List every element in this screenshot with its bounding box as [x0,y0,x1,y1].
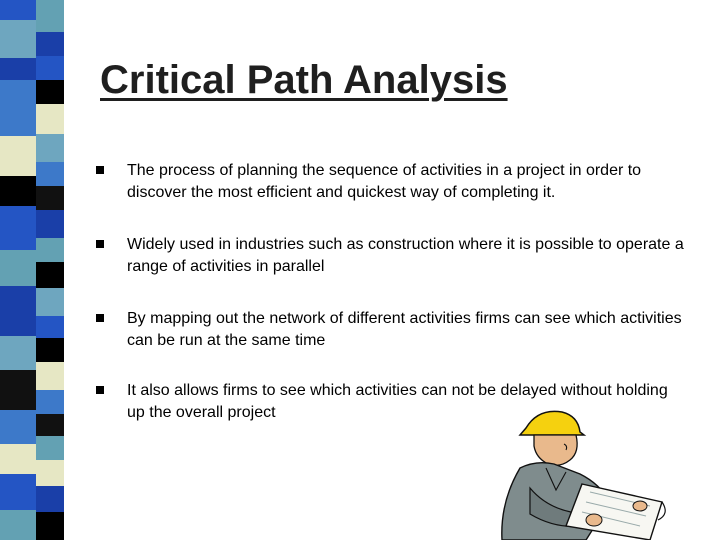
stripe-block [36,0,64,32]
stripe-block [36,288,64,316]
bullet-text: It also allows firms to see which activities can not be delayed without holding up the overall project [127,382,668,421]
bullet-square-icon [96,166,104,174]
stripe-block [0,410,36,444]
stripe-block [36,134,64,162]
stripe-block [36,362,64,390]
stripe-block [0,80,36,136]
stripe-block [36,512,64,540]
stripe-block [36,486,64,512]
bullet-text: Widely used in industries such as construction where it is possible to operate a range of activities in parallel [127,236,684,275]
stripe-block [36,262,64,288]
stripe-block [36,162,64,186]
stripe-block [0,136,36,176]
stripe-block [0,20,36,58]
stripe-block [0,250,36,286]
stripe-block [36,390,64,414]
stripe-block [0,370,36,410]
bullet-square-icon [96,386,104,394]
stripe-block [36,338,64,362]
stripe-block [36,80,64,104]
stripe-block [0,58,36,80]
stripe-block [36,460,64,486]
stripe-block [36,238,64,262]
bullet-text: The process of planning the sequence of activities in a project in order to discover the most efficient and quickest way of completing it. [127,162,642,201]
stripe-block [0,206,36,250]
stripe-block [0,176,36,206]
stripe-block [36,186,64,210]
slide-title: Critical Path Analysis [100,58,508,102]
bullet-square-icon [96,240,104,248]
stripe-block [36,32,64,56]
stripe-block [36,414,64,436]
stripe-block [0,510,36,540]
stripe-block [0,336,36,370]
stripe-block [36,104,64,134]
stripe-block [0,0,36,20]
bullet-square-icon [96,314,104,322]
stripe-block [36,316,64,338]
stripe-block [36,210,64,238]
stripe-block [0,444,36,474]
construction-worker-illustration [490,402,672,540]
decorative-stripe [0,0,66,540]
stripe-block [36,436,64,460]
stripe-block [0,286,36,336]
stripe-block [0,474,36,510]
bullet-text: By mapping out the network of different activities firms can see which activities can be run at the same time [127,310,682,349]
stripe-block [36,56,64,80]
